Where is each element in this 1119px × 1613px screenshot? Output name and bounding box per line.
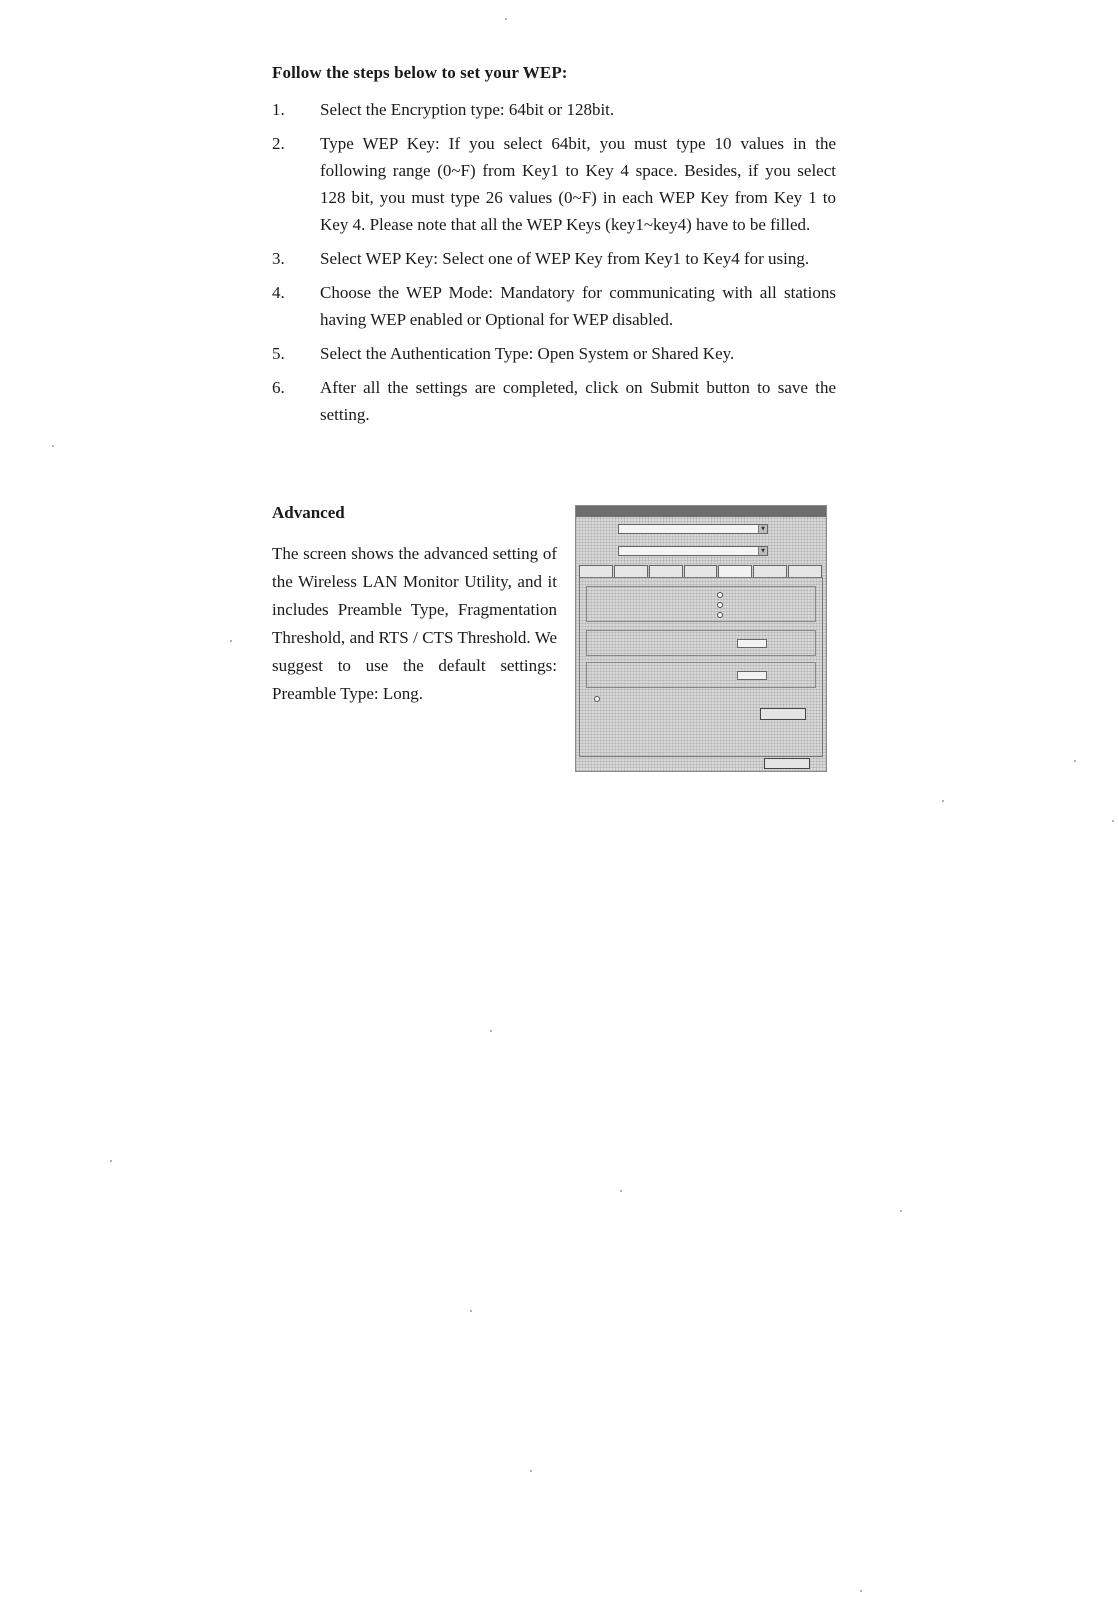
tab bbox=[684, 565, 718, 577]
scan-speck bbox=[470, 1310, 472, 1312]
list-item bbox=[272, 374, 836, 428]
tab bbox=[649, 565, 683, 577]
dialog-button bbox=[764, 758, 810, 769]
scan-speck bbox=[942, 800, 944, 802]
radio-button bbox=[717, 602, 723, 608]
scan-speck bbox=[230, 640, 232, 642]
rts-cts-group bbox=[586, 662, 816, 688]
dialog-title-bar bbox=[576, 506, 826, 517]
radio-button bbox=[594, 696, 600, 702]
step-text: Select the Authentication Type: Open System or Shared Key. bbox=[320, 344, 735, 363]
scan-speck bbox=[860, 1590, 862, 1592]
rts-cts-field bbox=[737, 671, 767, 680]
scan-speck bbox=[1112, 820, 1114, 822]
tab bbox=[788, 565, 822, 577]
step-number: 2. bbox=[272, 134, 285, 153]
step-number: 3. bbox=[272, 249, 285, 268]
step-number: 6. bbox=[272, 378, 285, 397]
step-text: Type WEP Key: If you select 64bit, you must type 10 values in the following range (0~F) from Key1 to Key 4 space. Besides, if you select 128 bit, you must type 26 values (0~F) in each WEP Key from Key 1 to Key 4. Please note that all the WEP Keys (key1~key4) have to be filled. bbox=[320, 134, 836, 234]
step-text: Select WEP Key: Select one of WEP Key from Key1 to Key4 for using. bbox=[320, 249, 810, 268]
dialog-button bbox=[760, 708, 806, 720]
fragmentation-group bbox=[586, 630, 816, 656]
dialog-tabs bbox=[579, 565, 823, 577]
chevron-down-icon: ▼ bbox=[758, 547, 767, 555]
profile-select bbox=[618, 546, 768, 556]
step-text: Choose the WEP Mode: Mandatory for communicating with all stations having WEP enabled or Optional for WEP disabled. bbox=[320, 283, 836, 329]
fragmentation-field bbox=[737, 639, 767, 648]
tab bbox=[614, 565, 648, 577]
scan-speck bbox=[620, 1190, 622, 1192]
tab bbox=[753, 565, 787, 577]
radio-button bbox=[717, 592, 723, 598]
scan-speck bbox=[490, 1030, 492, 1032]
scan-speck bbox=[110, 1160, 112, 1162]
list-item bbox=[272, 245, 836, 272]
advanced-paragraph: The screen shows the advanced setting of the Wireless LAN Monitor Utility, and it includes Preamble Type, Fragmentation Threshold, and RTS / CTS Threshold. We suggest to use the default settings: Preamble Type: Long. bbox=[272, 544, 557, 703]
adapter-select bbox=[618, 524, 768, 534]
advanced-tab-panel bbox=[579, 577, 823, 757]
radio-button bbox=[717, 612, 723, 618]
advanced-settings-screenshot bbox=[575, 505, 827, 772]
list-item bbox=[272, 279, 836, 333]
advanced-heading: Advanced bbox=[272, 503, 345, 522]
list-item bbox=[272, 340, 836, 367]
step-text: After all the settings are completed, click on Submit button to save the setting. bbox=[320, 378, 836, 424]
step-number: 1. bbox=[272, 100, 285, 119]
scan-speck bbox=[1074, 760, 1076, 762]
preamble-group bbox=[586, 586, 816, 622]
list-item bbox=[272, 96, 836, 123]
scan-speck bbox=[530, 1470, 532, 1472]
scan-speck bbox=[52, 445, 54, 447]
tab bbox=[579, 565, 613, 577]
wep-steps-list bbox=[272, 96, 836, 435]
step-number: 4. bbox=[272, 283, 285, 302]
list-item bbox=[272, 130, 836, 238]
step-text: Select the Encryption type: 64bit or 128bit. bbox=[320, 100, 615, 119]
step-number: 5. bbox=[272, 344, 285, 363]
scan-speck bbox=[900, 1210, 902, 1212]
chevron-down-icon: ▼ bbox=[758, 525, 767, 533]
wep-steps-heading: Follow the steps below to set your WEP: bbox=[272, 63, 568, 82]
scan-speck bbox=[505, 18, 507, 20]
tab-advanced bbox=[718, 565, 752, 577]
